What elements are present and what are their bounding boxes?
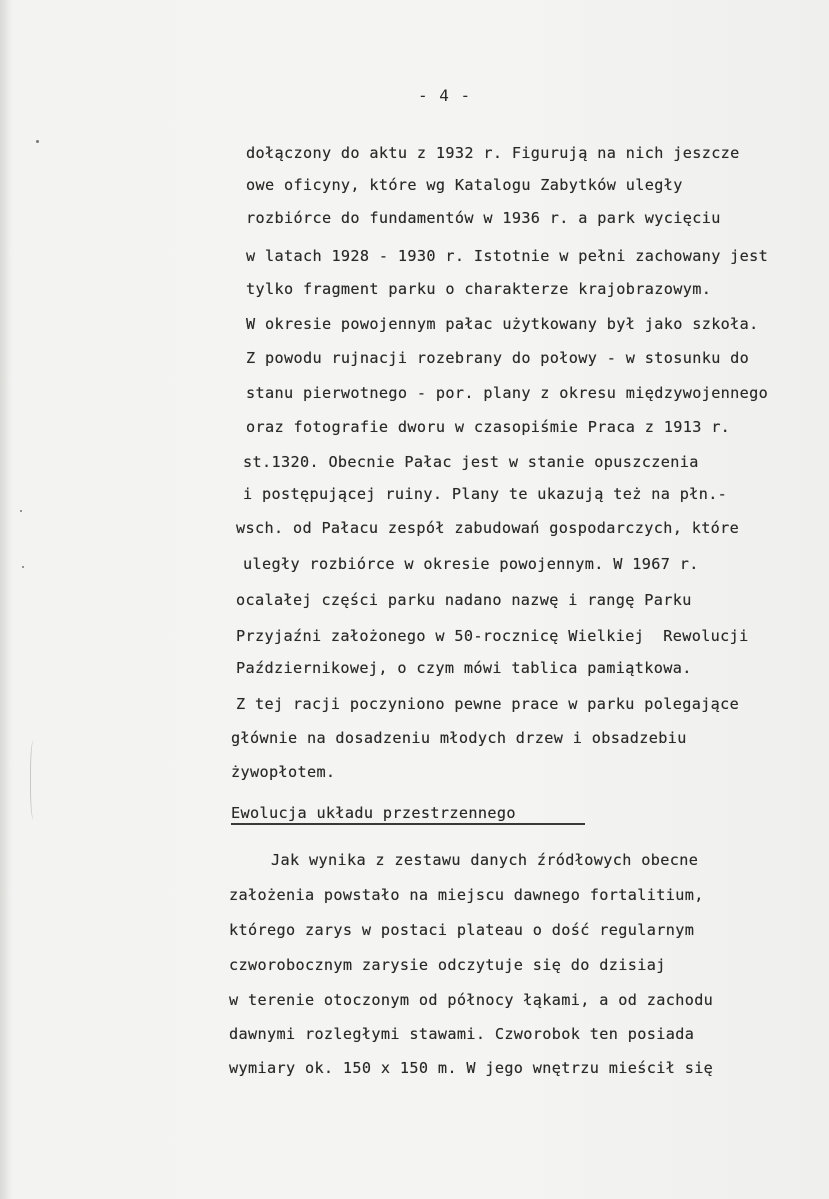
text-line: czworobocznym zarysie odczytuje się do dzisiaj bbox=[229, 956, 666, 974]
text-line: Z powodu rujnacji rozebrany do połowy - w stosunku do bbox=[246, 349, 750, 367]
section-heading-underline bbox=[231, 823, 585, 825]
text-line: W okresie powojennym pałac użytkowany był jako szkoła. bbox=[246, 315, 759, 333]
section-heading: Ewolucja układu przestrzennego bbox=[231, 804, 516, 822]
text-line: rozbiórce do fundamentów w 1936 r. a park wycięciu bbox=[246, 209, 721, 227]
paper-speck bbox=[20, 510, 22, 512]
text-line: głównie na dosadzeniu młodych drzew i obsadzebiu bbox=[231, 729, 687, 747]
paper-crease bbox=[30, 740, 39, 820]
paper-speck bbox=[36, 140, 39, 143]
text-line: stanu pierwotnego - por. plany z okresu międzywojennego bbox=[246, 384, 769, 402]
text-line: w latach 1928 - 1930 r. Istotnie w pełni zachowany jest bbox=[246, 247, 769, 265]
text-line: i postępującej ruiny. Plany te ukazują też na płn.- bbox=[243, 485, 728, 503]
text-line: w terenie otoczonym od północy łąkami, a od zachodu bbox=[229, 991, 714, 1009]
text-line: Październikowej, o czym mówi tablica pamiątkowa. bbox=[236, 659, 692, 677]
text-line: wsch. od Pałacu zespół zabudowań gospodarczych, które bbox=[236, 519, 740, 537]
page-edge-shadow bbox=[0, 0, 10, 1199]
text-line: dawnymi rozległymi stawami. Czworobok ten posiada bbox=[229, 1025, 695, 1043]
text-line: st.1320. Obecnie Pałac jest w stanie opuszczenia bbox=[243, 453, 699, 471]
paper-speck bbox=[22, 566, 24, 568]
text-line: założenia powstało na miejscu dawnego fortalitium, bbox=[229, 886, 704, 904]
page-number: - 4 - bbox=[418, 86, 472, 105]
text-line: owe oficyny, które wg Katalogu Zabytków uległy bbox=[246, 176, 683, 194]
text-line: tylko fragment parku o charakterze krajobrazowym. bbox=[246, 280, 712, 298]
text-line: którego zarys w postaci plateau o dość regularnym bbox=[229, 921, 695, 939]
text-line: dołączony do aktu z 1932 r. Figurują na nich jeszcze bbox=[246, 144, 740, 162]
text-line: oraz fotografie dworu w czasopiśmie Praca z 1913 r. bbox=[246, 418, 731, 436]
text-line: Z tej racji poczyniono pewne prace w parku polegające bbox=[236, 695, 740, 713]
text-line: Przyjaźni założonego w 50-rocznicę Wielkiej Rewolucji bbox=[236, 627, 749, 645]
text-line: Jak wynika z zestawu danych źródłowych obecne bbox=[271, 851, 699, 869]
text-line: uległy rozbiórce w okresie powojennym. W 1967 r. bbox=[243, 555, 699, 573]
text-line: wymiary ok. 150 x 150 m. W jego wnętrzu mieścił się bbox=[229, 1059, 714, 1077]
text-line: żywopłotem. bbox=[231, 763, 336, 781]
text-line: ocalałej części parku nadano nazwę i rangę Parku bbox=[236, 591, 692, 609]
